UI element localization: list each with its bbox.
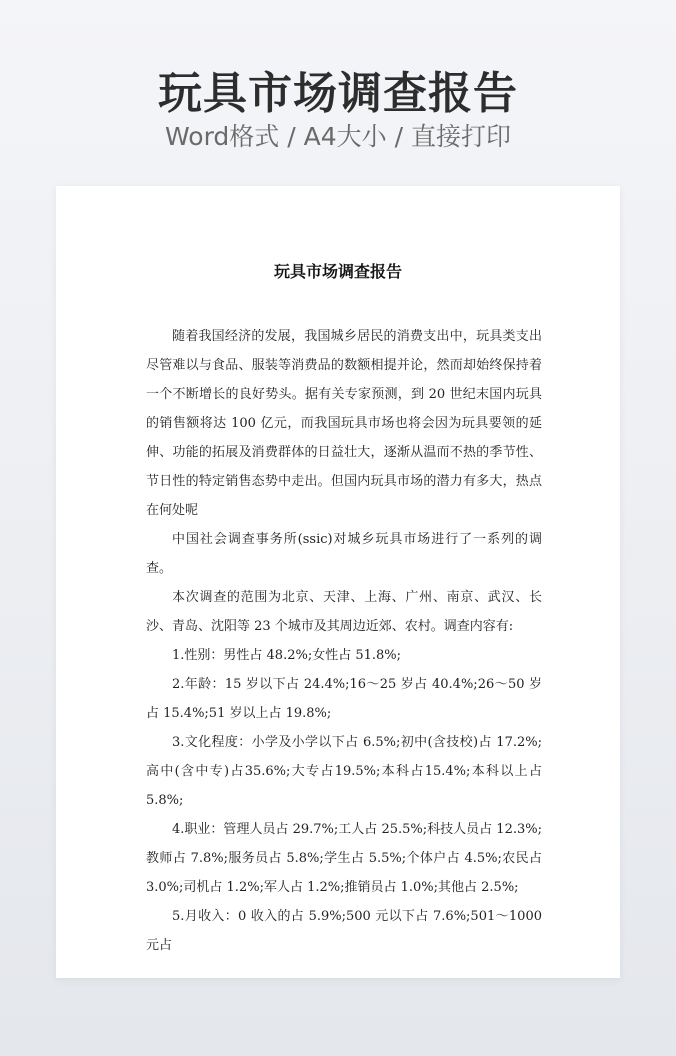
document-page xyxy=(56,186,620,978)
document-title: 玩具市场调查报告 xyxy=(273,262,402,281)
paragraph-income: 5.月收入：0 收入的占 5.9%;500 元以下占 7.6%;501～1000 元占 xyxy=(146,909,542,953)
paragraph-occupation: 4.职业：管理人员占 29.7%;工人占 25.5%;科技人员占 12.3%;教师占 7.8%;服务员占 5.8%;学生占 5.5%;个体户占 4.5%;农民占 3.0%;司机占 1.2%;军人占 1.2%;推销员占 1.0%;其他占 2.5%; xyxy=(146,822,542,895)
paragraph-gender: 1.性别：男性占 48.2%;女性占 51.8%; xyxy=(172,648,402,663)
banner-title: 玩具市场调查报告 xyxy=(158,68,518,119)
paragraph-survey-agency: 中国社会调查事务所(ssic)对城乡玩具市场进行了一系列的调查。 xyxy=(146,532,542,576)
banner-subtitle: Word格式 / A4大小 / 直接打印 xyxy=(165,122,511,151)
paragraph-education: 3.文化程度：小学及小学以下占 6.5%;初中(含技校)占 17.2%;高中(含中专)占35.6%;大专占19.5%;本科占15.4%;本科以上占5.8%; xyxy=(146,735,542,808)
paragraph-age: 2.年龄：15 岁以下占 24.4%;16～25 岁占 40.4%;26～50 岁占 15.4%;51 岁以上占 19.8%; xyxy=(146,677,542,721)
paragraph-survey-scope: 本次调查的范围为北京、天津、上海、广州、南京、武汉、长沙、青岛、沈阳等 23 个城市及其周边近郊、农村。调查内容有: xyxy=(146,590,542,634)
paragraph-intro: 随着我国经济的发展，我国城乡居民的消费支出中，玩具类支出尽管难以与食品、服装等消费品的数额相提并论，然而却始终保持着一个不断增长的良好势头。据有关专家预测，到 20 世纪末国内玩具的销售额将达 100 亿元，而我国玩具市场也将会因为玩具要领的延伸、功能的拓展及消费群体的日益壮大，逐渐从温而不热的季节性、节日性的特定销售态势中走出。但国内玩具市场的潜力有多大，热点在何处呢 xyxy=(146,329,542,518)
document-body xyxy=(146,322,542,960)
